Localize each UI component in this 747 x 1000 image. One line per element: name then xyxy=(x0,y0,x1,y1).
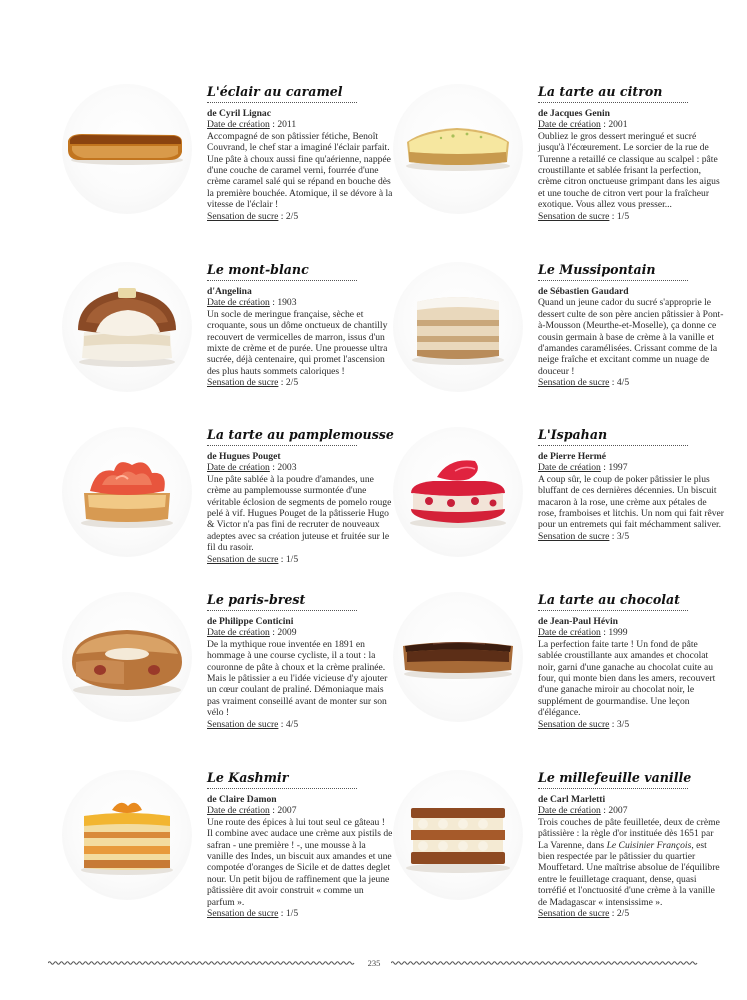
pastry-description: De la mythique roue inventée en 1891 en hommage à une course cycliste, il a tout : la couronne de pâte à choux et la crème pralinée. Mais le pâtissier a eu l'idée vicieuse d'y ajouter un cœur coulant de praliné. Démoniaque mais pas vraiment conseillé avant de monter sur son vélo ! xyxy=(207,638,388,719)
creation-date-value: : 2003 xyxy=(269,462,297,474)
pastry-description: Un socle de meringue française, sèche et croquante, sous un dôme onctueux de chantilly recouvert de vermicelles de marron, issus d'un mixte de crème et de purée. Une prouesse ultra sucrée, déjà centenaire, qui promet l'ascension des plus hauts sommets caloriques ! xyxy=(207,308,388,377)
pastry-photo-tarte-chocolat xyxy=(393,592,523,722)
pastry-author: de Hugues Pouget xyxy=(207,451,281,462)
pastry-entry-tarte-citron xyxy=(393,84,723,234)
title-divider xyxy=(538,445,688,446)
date-label: Date de création xyxy=(538,627,601,639)
creation-date-value: : 2009 xyxy=(269,627,297,639)
pastry-title: Le paris-brest xyxy=(207,592,306,607)
pastry-title: L'Ispahan xyxy=(538,427,608,442)
pastry-photo-mont-blanc xyxy=(62,262,192,392)
pastry-author: de Carl Marletti xyxy=(538,794,606,805)
date-label: Date de création xyxy=(207,297,270,309)
pastry-photo-millefeuille xyxy=(393,770,523,900)
sugar-rating-value: : 1/5 xyxy=(278,908,299,920)
sugar-rating-line xyxy=(538,908,724,919)
creation-date-line xyxy=(538,119,724,130)
pastry-photo-mussipontain xyxy=(393,262,523,392)
title-divider xyxy=(207,610,357,611)
sugar-label: Sensation de sucre xyxy=(538,530,610,542)
pastry-entry-mussipontain xyxy=(393,262,723,412)
creation-date-value: : 1997 xyxy=(600,462,628,474)
sugar-rating-line xyxy=(207,554,393,565)
sugar-rating-line xyxy=(207,719,393,730)
pastry-author: de Jacques Genin xyxy=(538,108,610,119)
pastry-entry-tarte-chocolat xyxy=(393,592,723,742)
wavy-rule-left xyxy=(48,957,356,969)
pastry-entry-ispahan xyxy=(393,427,723,577)
book-title: Le Cuisinier François xyxy=(606,839,692,851)
sugar-label: Sensation de sucre xyxy=(538,377,610,389)
sugar-label: Sensation de sucre xyxy=(207,210,279,222)
pastry-description: A coup sûr, le coup de poker pâtissier le plus bluffant de ces dernières décennies. Un biscuit macaron à la rose, une crème aux pétales de rose, framboises et litchis. Un nom qui fait rêver pour un entremets qui fait méchamment saliver. xyxy=(538,473,724,531)
pastry-description: Une route des épices à lui tout seul ce gâteau ! Il combine avec audace une crème aux pistils de safran - une première ! -, une mousse à la vanille des Indes, un biscuit aux amandes et une compotée d'oranges de Sicile et de dattes deglet nour. Un petit bijou de raffinement que la jeune pâtissière dit avoir construit « comme un parfum ». xyxy=(207,816,393,908)
title-divider xyxy=(538,610,688,611)
pastry-description: Oubliez le gros dessert meringué et sucré jusqu'à l'écœurement. Le sorcier de la rue de Turenne a retaillé ce classique au scalpel : pâte croustillante et sablée frisant la perfection, crème citron onctueuse grimpant dans les aigus et une touche de citron vert pour la fraîcheur exotique. Vous allez vous presser... xyxy=(538,130,720,211)
pastry-title: La tarte au citron xyxy=(538,84,663,99)
pastry-photo-tarte-citron xyxy=(393,84,523,214)
sugar-rating-value: : 2/5 xyxy=(278,210,299,222)
date-label: Date de création xyxy=(207,462,270,474)
creation-date-line xyxy=(538,462,724,473)
sugar-rating-value: : 2/5 xyxy=(278,377,299,389)
pastry-photo-paris-brest xyxy=(62,592,192,722)
page-number: 235 xyxy=(367,958,381,968)
date-label: Date de création xyxy=(207,119,270,131)
pastry-entry-mont-blanc xyxy=(62,262,392,412)
pastry-author: de Sébastien Gaudard xyxy=(538,286,629,297)
pastry-description: Accompagné de son pâtissier fétiche, Benoît Couvrand, le chef star a imaginé l'éclair parfait. Une pâte à choux aussi fine qu'aérienne, nappée d'une couche de caramel verni, fourrée d'une crème caramel salé qui se répand en bouche dès la première bouchée. Atomique, il se dévore à la vitesse de l'éclair ! xyxy=(207,130,393,211)
pastry-photo-kashmir xyxy=(62,770,192,900)
sugar-label: Sensation de sucre xyxy=(207,553,279,565)
sugar-rating-line xyxy=(207,211,393,222)
sugar-rating-value: : 4/5 xyxy=(609,377,630,389)
pastry-description xyxy=(538,817,724,908)
title-divider xyxy=(207,102,357,103)
sugar-label: Sensation de sucre xyxy=(538,908,610,920)
creation-date-line xyxy=(207,297,393,308)
sugar-rating-line xyxy=(207,377,393,388)
sugar-rating-line xyxy=(538,531,724,542)
sugar-rating-line xyxy=(538,719,724,730)
creation-date-line xyxy=(538,627,724,638)
pastry-title: Le mont-blanc xyxy=(207,262,309,277)
pastry-photo-eclair xyxy=(62,84,192,214)
title-divider xyxy=(207,445,357,446)
pastry-photo-tarte-pamplemousse xyxy=(62,427,192,557)
sugar-label: Sensation de sucre xyxy=(207,377,279,389)
title-divider xyxy=(538,280,688,281)
page-footer xyxy=(48,957,699,971)
sugar-rating-line xyxy=(538,211,724,222)
sugar-label: Sensation de sucre xyxy=(538,718,610,730)
pastry-title: La tarte au pamplemousse xyxy=(207,427,394,442)
creation-date-value: : 1999 xyxy=(600,627,628,639)
pastry-entry-eclair xyxy=(62,84,392,234)
sugar-rating-value: : 3/5 xyxy=(609,718,630,730)
title-divider xyxy=(207,788,357,789)
sugar-rating-value: : 1/5 xyxy=(609,210,630,222)
sugar-rating-value: : 1/5 xyxy=(278,553,299,565)
pastry-entry-tarte-pamplemousse xyxy=(62,427,392,577)
sugar-label: Sensation de sucre xyxy=(538,210,610,222)
pastry-title: L'éclair au caramel xyxy=(207,84,343,99)
pastry-author: de Jean-Paul Hévin xyxy=(538,616,618,627)
pastry-author: de Claire Damon xyxy=(207,794,277,805)
creation-date-value: : 2007 xyxy=(600,805,628,817)
pastry-author: de Pierre Hermé xyxy=(538,451,607,462)
date-label: Date de création xyxy=(207,627,270,639)
sugar-label: Sensation de sucre xyxy=(207,908,279,920)
pastry-entry-kashmir xyxy=(62,770,392,920)
pastry-description: La perfection faite tarte ! Un fond de pâte sablée croustillante aux amandes et chocolat noir, garni d'une ganache au chocolat cuite au four, qui monte bien dans les amers, recouvert d'une ganache miroir au chocolat noir, le supplément de gourmandise. Une leçon d'élégance. xyxy=(538,638,716,719)
sugar-rating-value: : 2/5 xyxy=(609,908,630,920)
pastry-title: Le Kashmir xyxy=(207,770,289,785)
pastry-description: Quand un jeune cador du sucré s'approprie le dessert culte de son père ancien pâtissier à Pont-à-Mousson (Meurthe-et-Moselle), ça donne ce cousin germain à base de crème à la vanille et d'amandes caramélisées. Crissant comme de la neige fraîche et excitant comme un nuage de douceur ! xyxy=(538,297,724,377)
date-label: Date de création xyxy=(538,805,601,817)
creation-date-line xyxy=(207,462,393,473)
date-label: Date de création xyxy=(207,805,270,817)
title-divider xyxy=(538,102,688,103)
creation-date-line xyxy=(207,119,393,130)
creation-date-value: : 2007 xyxy=(269,805,297,817)
date-label: Date de création xyxy=(538,462,601,474)
title-divider xyxy=(207,280,357,281)
title-divider xyxy=(538,788,688,789)
description-text-end: , est bien respectée par le pâtissier du quartier Mouffetard. Une maîtrise absolue de l'équilibre entre le feuilletage craquant, dense, quasi torréfié et l'onctuosité d'une crème à la vanille de Madagascar « intensissime ». xyxy=(538,839,720,908)
pastry-entry-paris-brest xyxy=(62,592,392,742)
sugar-rating-value: : 3/5 xyxy=(609,530,630,542)
sugar-rating-value: : 4/5 xyxy=(278,718,299,730)
pastry-title: La tarte au chocolat xyxy=(538,592,680,607)
pastry-description: Une pâte sablée à la poudre d'amandes, une crème au pamplemousse surmontée d'une véritable éclosion de segments de pomelo rouge pelé à vif. Hugues Pouget de la pâtisserie Hugo & Victor n'a pas fini de recruter de nouveaux adeptes avec sa création juteuse et fruitée sur le fil du rasoir. xyxy=(207,473,392,554)
creation-date-value: : 1903 xyxy=(269,297,297,309)
pastry-author: de Cyril Lignac xyxy=(207,108,271,119)
wavy-rule-right xyxy=(391,957,699,969)
pastry-title: Le Mussipontain xyxy=(538,262,656,277)
sugar-rating-line xyxy=(207,908,393,919)
description-text-start: Trois couches de pâte feuilletée, deux de crème pâtissière : la règle d'or instituée dès 1651 par La Varenne, dans xyxy=(538,816,720,851)
pastry-author: d'Angelina xyxy=(207,286,252,297)
sugar-label: Sensation de sucre xyxy=(207,718,279,730)
creation-date-value: : 2001 xyxy=(600,119,628,131)
date-label: Date de création xyxy=(538,119,601,131)
creation-date-line xyxy=(207,627,393,638)
pastry-title: Le millefeuille vanille xyxy=(538,770,692,785)
sugar-rating-line xyxy=(538,377,724,388)
creation-date-line xyxy=(538,805,724,816)
creation-date-value: : 2011 xyxy=(269,119,297,131)
pastry-author: de Philippe Conticini xyxy=(207,616,294,627)
creation-date-line xyxy=(207,805,393,816)
pastry-photo-ispahan xyxy=(393,427,523,557)
pastry-entry-millefeuille xyxy=(393,770,723,920)
